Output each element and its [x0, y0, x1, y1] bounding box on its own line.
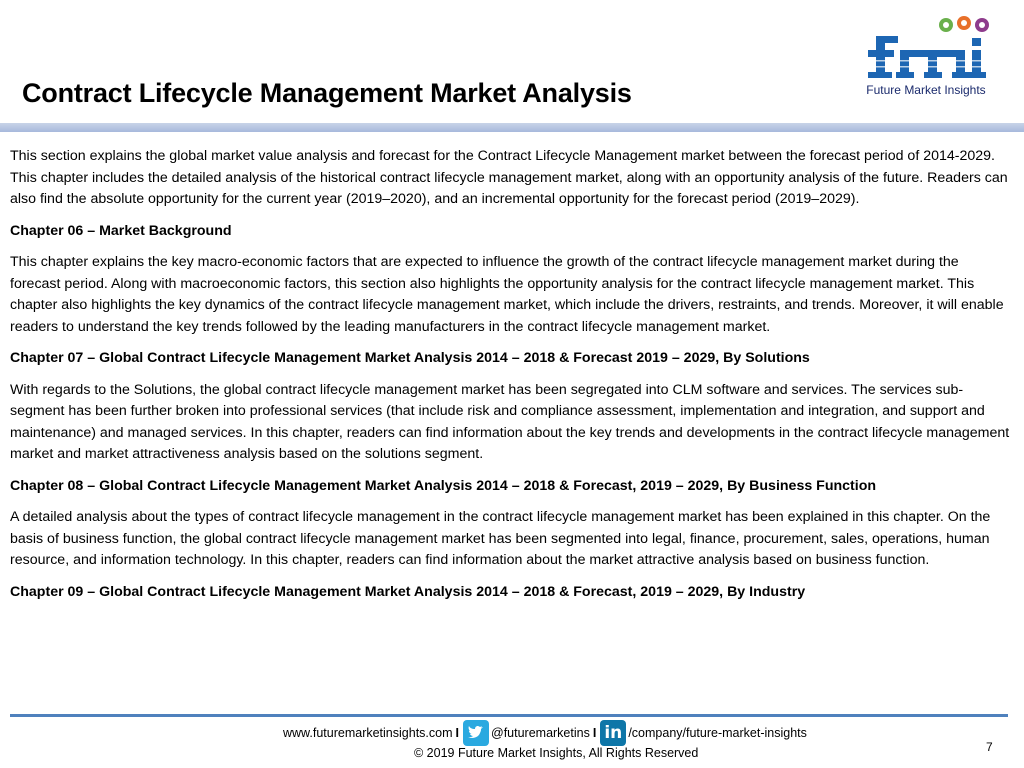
page-number: 7: [986, 740, 993, 754]
chapter-heading: Chapter 06 – Market Background: [10, 222, 232, 239]
chapter-heading: Chapter 07 – Global Contract Lifecycle Management Market Analysis 2014 – 2018 & Forecast 2019 – 2029, By Solutions: [10, 350, 810, 366]
chapter-heading: Chapter 08 – Global Contract Lifecycle Management Market Analysis 2014 – 2018 & Forecast, 2019 – 2029, By Business Function: [10, 477, 877, 494]
twitter-handle[interactable]: @futuremarketins: [491, 726, 590, 740]
content-body: [10, 146, 1010, 613]
chapter-paragraph: A detailed analysis about the types of contract lifecycle management in the contract lifecycle management market has been explained in this chapter. On the basis of business function, the global contract lifecycle management market has been segmented into legal, finance, procurement, sales, operations, human resource, and information technology. In this chapter, readers can find information about the market attractive analysis based on business function.: [10, 509, 991, 568]
intro-paragraph: This section explains the global market value analysis and forecast for the Contract Lifecycle Management market between the forecast period of 2014-2029. This chapter includes the detailed analysis of the historical contract lifecycle management market, along with an opportunity analysis of the future. Readers can also find the absolute opportunity for the current year (2019–2020), and an incremental opportunity for the forecast period (2019–2029).: [10, 148, 1008, 207]
footer-divider-line: [10, 714, 1008, 717]
footer-separator: I: [455, 726, 459, 740]
chapter-heading: Chapter 09 – Global Contract Lifecycle Management Market Analysis 2014 – 2018 & Forecast, 2019 – 2029, By Industry: [10, 583, 806, 600]
logo-tagline: Future Market Insights: [866, 83, 986, 97]
chapter-paragraph: With regards to the Solutions, the global contract lifecycle management market has been segregated into CLM software and services. The services sub-segment has been further broken into professional services (that include risk and compliance assessment, implementation and integration, and support and maintenance) and managed services. In this chapter, readers can find information about the key trends and developments in the contract lifecycle management market and market attractiveness analysis based on the solutions segment.: [10, 381, 1010, 462]
chapter-paragraph: This chapter explains the key macro-economic factors that are expected to influence the growth of the contract lifecycle management market during the forecast period. Along with macroeconomic factors, this section also highlights the opportunity analysis for the contract lifecycle management market. This chapter also highlights the key dynamics of the contract lifecycle management market, which include the drivers, restraints, and trends. Moreover, it will enable readers to understand the key trends followed by the leading manufacturers in the contract lifecycle management market.: [10, 254, 1004, 335]
linkedin-icon[interactable]: in: [600, 720, 626, 746]
page-title: Contract Lifecycle Management Market Analysis: [22, 78, 632, 108]
website-link[interactable]: www.futuremarketinsights.com: [283, 726, 453, 740]
header-divider-bar: [0, 123, 1024, 132]
footer-separator: I: [592, 726, 597, 740]
twitter-icon[interactable]: [463, 720, 489, 746]
footer-links: [283, 720, 807, 746]
fmi-logo: [838, 14, 1014, 100]
copyright-text: © 2019 Future Market Insights, All Rights Reserved: [414, 746, 699, 760]
linkedin-link[interactable]: /company/future-market-insights: [628, 726, 807, 740]
fmi-logo-mark: [862, 14, 992, 82]
